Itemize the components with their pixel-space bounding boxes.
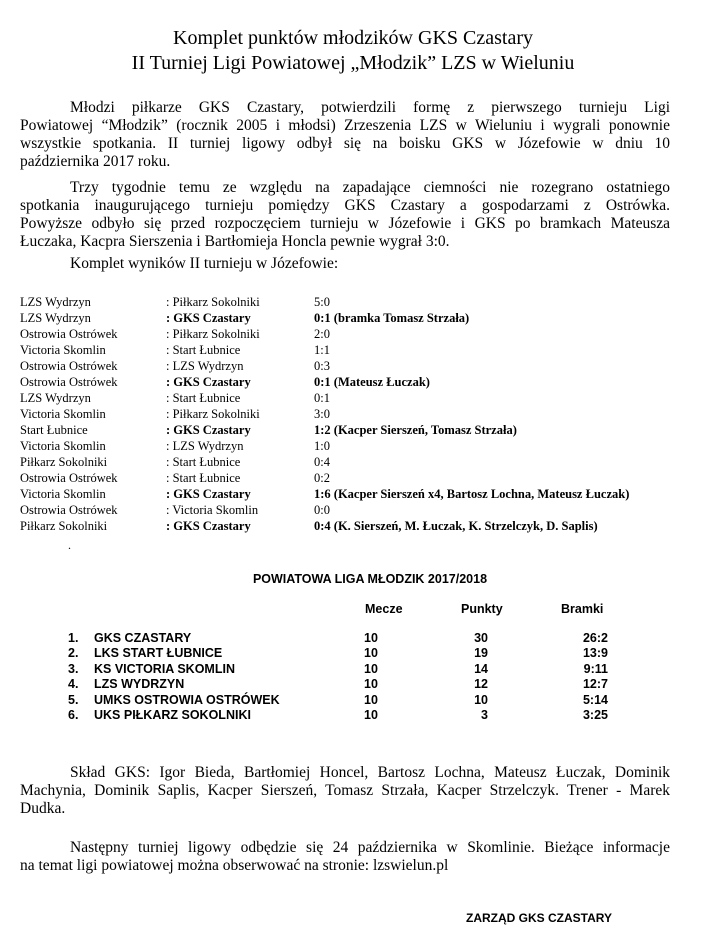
league-team: LKS START ŁUBNICE xyxy=(94,646,223,661)
result-away-team: : Piłkarz Sokolniki xyxy=(166,295,260,309)
text-line: Skład GKS: Igor Bieda, Bartłomiej Honcel, Bartosz Lochna, Mateusz Łuczak, Dominik xyxy=(70,764,670,781)
next-tournament-paragraph xyxy=(20,839,670,875)
result-away-team: : Piłkarz Sokolniki xyxy=(166,327,260,341)
league-points: 30 xyxy=(474,631,488,645)
league-team: LZS WYDRZYN xyxy=(94,677,185,692)
league-goals: 12:7 xyxy=(582,677,608,692)
result-home-team: Ostrowia Ostrówek xyxy=(20,327,118,341)
result-home-team: Ostrowia Ostrówek xyxy=(20,375,118,389)
league-goals: 3:25 xyxy=(582,707,608,722)
result-home-team: Start Łubnice xyxy=(20,423,88,437)
result-away-team: : Start Łubnice xyxy=(166,471,241,485)
squad-paragraph xyxy=(20,764,670,818)
league-matches: 10 xyxy=(364,631,378,645)
result-score: 1:2 (Kacper Sierszeń, Tomasz Strzała) xyxy=(314,423,517,437)
result-home-team: Victoria Skomlin xyxy=(20,407,106,421)
text-line: Następny turniej ligowy odbędzie się 24 października w Skomlinie. Bieżące informacje xyxy=(70,839,670,856)
league-team: KS VICTORIA SKOMLIN xyxy=(94,661,235,676)
document-title xyxy=(0,26,706,76)
league-matches: 10 xyxy=(364,707,378,722)
league-position: 6. xyxy=(68,707,79,722)
result-score: 1:0 xyxy=(314,439,330,453)
result-score: 0:4 (K. Sierszeń, M. Łuczak, K. Strzelczyk, D. Saplis) xyxy=(314,519,598,533)
result-away-team: : LZS Wydrzyn xyxy=(166,359,244,373)
league-header-matches: Mecze xyxy=(365,602,403,616)
result-away-team: : GKS Czastary xyxy=(166,519,251,533)
league-matches: 10 xyxy=(364,646,378,661)
result-away-team: : Start Łubnice xyxy=(166,391,241,405)
league-position: 2. xyxy=(68,646,79,661)
result-away-team: : GKS Czastary xyxy=(166,423,251,437)
league-position: 4. xyxy=(68,677,79,692)
text-line: Dudka. xyxy=(20,800,66,817)
intro-paragraph-3: Komplet wyników II turnieju w Józefowie: xyxy=(70,255,339,272)
league-header-points: Punkty xyxy=(461,602,503,616)
league-position: 1. xyxy=(68,631,79,645)
result-home-team: Piłkarz Sokolniki xyxy=(20,455,108,469)
title-line-2: II Turniej Ligi Powiatowej „Młodzik” LZS w Wieluniu xyxy=(131,52,575,74)
league-goals: 9:11 xyxy=(583,661,608,676)
result-home-team: LZS Wydrzyn xyxy=(20,311,91,325)
result-away-team: : Start Łubnice xyxy=(166,343,241,357)
result-score: 0:2 xyxy=(314,471,330,485)
result-home-team: Victoria Skomlin xyxy=(20,487,106,501)
result-home-team: LZS Wydrzyn xyxy=(20,295,91,309)
text-line: Powyższe odbyło się przed rozpoczęciem turnieju w Józefowie i GKS po bramkach Mateusza xyxy=(20,215,670,232)
result-score: 1:1 xyxy=(314,343,330,357)
result-away-team: : Piłkarz Sokolniki xyxy=(166,407,260,421)
league-goals: 26:2 xyxy=(582,631,608,645)
result-score: 0:4 xyxy=(314,455,330,469)
result-home-team: Ostrowia Ostrówek xyxy=(20,359,118,373)
intro-paragraph-2 xyxy=(20,179,670,251)
league-goals: 5:14 xyxy=(582,692,608,707)
league-matches: 10 xyxy=(364,677,378,692)
result-away-team: : GKS Czastary xyxy=(166,311,251,325)
result-score: 1:6 (Kacper Sierszeń x4, Bartosz Lochna, Mateusz Łuczak) xyxy=(314,487,630,501)
league-points: 12 xyxy=(474,677,488,692)
result-score: 3:0 xyxy=(314,407,330,421)
result-home-team: LZS Wydrzyn xyxy=(20,391,91,405)
text-line: Machynia, Dominik Saplis, Kacper Sierszeń, Tomasz Strzała, Kacper Strzelczyk. Trener - Marek xyxy=(20,782,670,799)
result-home-team: Victoria Skomlin xyxy=(20,439,106,453)
league-header-goals: Bramki xyxy=(561,602,604,616)
league-title: POWIATOWA LIGA MŁODZIK 2017/2018 xyxy=(252,572,488,586)
text-line: Trzy tygodnie temu ze względu na zapadające ciemności nie rozegrano ostatniego xyxy=(70,179,670,196)
title-line-1: Komplet punktów młodzików GKS Czastary xyxy=(173,27,533,49)
league-points: 19 xyxy=(474,646,488,661)
league-team: UMKS OSTROWIA OSTRÓWEK xyxy=(94,692,280,707)
separator-dot: . xyxy=(68,538,71,552)
result-away-team: : GKS Czastary xyxy=(166,487,251,501)
league-team: GKS CZASTARY xyxy=(94,631,192,645)
intro-paragraph-1 xyxy=(20,99,670,171)
signature: ZARZĄD GKS CZASTARY xyxy=(466,911,612,925)
league-points: 10 xyxy=(474,692,488,707)
result-score: 0:0 xyxy=(314,503,330,517)
result-score: 2:0 xyxy=(314,327,330,341)
result-score: 5:0 xyxy=(314,295,330,309)
text-line: wszystkie spotkania. II turniej ligowy odbył się na boisku GKS w Józefowie w dniu 10 xyxy=(20,135,670,152)
result-score: 0:1 xyxy=(314,391,330,405)
result-away-team: : LZS Wydrzyn xyxy=(166,439,244,453)
league-points: 3 xyxy=(481,707,488,722)
league-goals: 13:9 xyxy=(582,646,608,661)
league-matches: 10 xyxy=(364,661,378,676)
result-away-team: : Victoria Skomlin xyxy=(166,503,259,517)
league-position: 3. xyxy=(68,661,79,676)
result-score: 0:1 (bramka Tomasz Strzała) xyxy=(314,311,470,325)
result-home-team: Ostrowia Ostrówek xyxy=(20,503,118,517)
text-line: na temat ligi powiatowej można obserwować na stronie: lzswielun.pl xyxy=(20,857,449,874)
league-points: 14 xyxy=(474,661,488,676)
result-home-team: Piłkarz Sokolniki xyxy=(20,519,108,533)
result-score: 0:1 (Mateusz Łuczak) xyxy=(314,375,430,389)
text-line: Młodzi piłkarze GKS Czastary, potwierdzili formę z pierwszego turnieju Ligi xyxy=(70,99,670,116)
text-line: października 2017 roku. xyxy=(20,153,171,170)
result-home-team: Ostrowia Ostrówek xyxy=(20,471,118,485)
result-home-team: Victoria Skomlin xyxy=(20,343,106,357)
league-team: UKS PIŁKARZ SOKOLNIKI xyxy=(94,707,251,722)
text-line: spotkania inaugurującego turnieju pomiędzy GKS Czastary a gospodarzami z Ostrówka. xyxy=(20,197,670,214)
text-line: Łuczaka, Kacpra Sierszenia i Bartłomieja Honcla pewnie wygrał 3:0. xyxy=(20,233,450,250)
result-score: 0:3 xyxy=(314,359,330,373)
text-line: Powiatowej “Młodzik” (rocznik 2005 i młodsi) Zrzeszenia LZS w Wieluniu i wygrali ponownie xyxy=(20,117,670,134)
league-matches: 10 xyxy=(364,692,378,707)
result-away-team: : GKS Czastary xyxy=(166,375,251,389)
result-away-team: : Start Łubnice xyxy=(166,455,241,469)
league-position: 5. xyxy=(68,692,79,707)
